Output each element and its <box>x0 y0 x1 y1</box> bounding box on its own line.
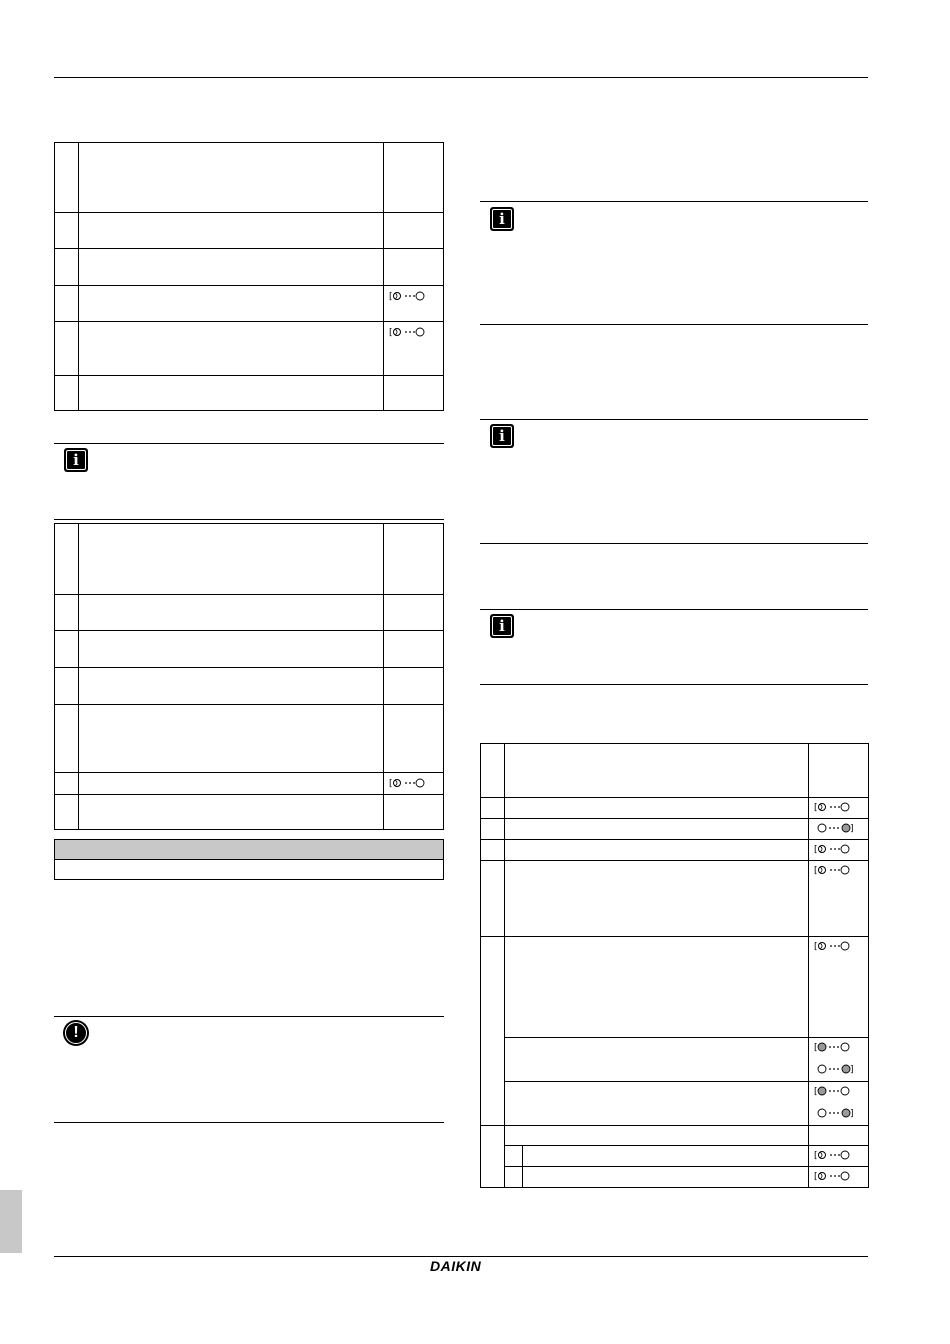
svg-text:[: [ <box>814 1043 818 1053</box>
table-row <box>55 375 443 412</box>
table-row <box>55 630 443 631</box>
svg-text:]: ] <box>850 1065 854 1075</box>
table-row <box>481 936 868 937</box>
procedure-table-1 <box>54 142 444 411</box>
svg-text:]: ] <box>850 1109 854 1119</box>
info-icon: i <box>64 448 88 472</box>
led-blink-sequence-icon <box>389 290 425 302</box>
note-rule-top <box>480 419 868 420</box>
table-row <box>504 1037 868 1038</box>
table-row <box>504 1166 868 1167</box>
table-row <box>55 794 443 795</box>
led-off-on-sequence-icon <box>817 1107 853 1119</box>
side-tab <box>0 1190 22 1253</box>
led-blink-sequence-icon <box>389 777 425 789</box>
info-icon: i <box>490 424 514 448</box>
table-row <box>481 860 868 861</box>
table-row <box>481 839 868 840</box>
svg-text:[: [ <box>814 803 818 813</box>
table-row <box>504 1081 868 1082</box>
svg-text:[: [ <box>814 845 818 855</box>
led-blink-sequence-icon <box>814 864 850 876</box>
procedure-table-2 <box>54 523 444 830</box>
table-row <box>55 212 443 248</box>
table-row <box>504 1145 868 1146</box>
led-blink-sequence-icon <box>814 940 850 952</box>
table-row <box>55 667 443 668</box>
led-off-on-sequence-icon <box>817 822 853 834</box>
note-rule-top <box>480 609 868 610</box>
table-row <box>55 248 443 285</box>
note-rule-top <box>480 201 868 202</box>
led-on-off-sequence-icon <box>814 1041 850 1053</box>
table-row <box>55 704 443 705</box>
table-row <box>55 321 443 375</box>
led-blink-sequence-icon <box>814 1170 850 1182</box>
header-rule <box>54 77 868 78</box>
info-icon: i <box>490 207 514 231</box>
info-icon: i <box>490 614 514 638</box>
led-blink-sequence-icon <box>814 801 850 813</box>
svg-text:[: [ <box>389 779 393 789</box>
led-blink-sequence-icon <box>814 843 850 855</box>
table-row <box>481 797 868 798</box>
note-rule-bottom <box>480 543 868 544</box>
note-rule-top <box>54 443 444 444</box>
svg-text:]: ] <box>850 824 854 834</box>
led-on-off-sequence-icon <box>814 1085 850 1097</box>
table-body-row <box>54 859 444 880</box>
svg-text:[: [ <box>389 328 393 338</box>
svg-text:[: [ <box>814 1151 818 1161</box>
led-blink-sequence-icon <box>389 326 425 338</box>
led-blink-sequence-icon <box>814 1149 850 1161</box>
warning-rule-top <box>54 1016 444 1017</box>
table-header-bar <box>54 839 444 860</box>
procedure-table-3 <box>480 743 869 1188</box>
table-row <box>55 772 443 773</box>
daikin-logo: DAIKIN <box>430 1258 482 1274</box>
table-row <box>55 285 443 321</box>
svg-text:[: [ <box>814 866 818 876</box>
warning-rule-bottom <box>54 1122 444 1123</box>
table-row <box>55 594 443 595</box>
svg-text:[: [ <box>814 942 818 952</box>
led-off-on-sequence-icon <box>817 1063 853 1075</box>
svg-text:[: [ <box>814 1172 818 1182</box>
footer-rule <box>54 1256 868 1257</box>
note-rule-bottom <box>480 324 868 325</box>
note-rule-bottom <box>480 684 868 685</box>
exclamation-icon: ! <box>63 1020 89 1046</box>
table-row <box>481 818 868 819</box>
note-rule-bottom <box>54 519 444 520</box>
table-row <box>481 1125 868 1126</box>
svg-text:[: [ <box>389 292 393 302</box>
svg-text:[: [ <box>814 1087 818 1097</box>
